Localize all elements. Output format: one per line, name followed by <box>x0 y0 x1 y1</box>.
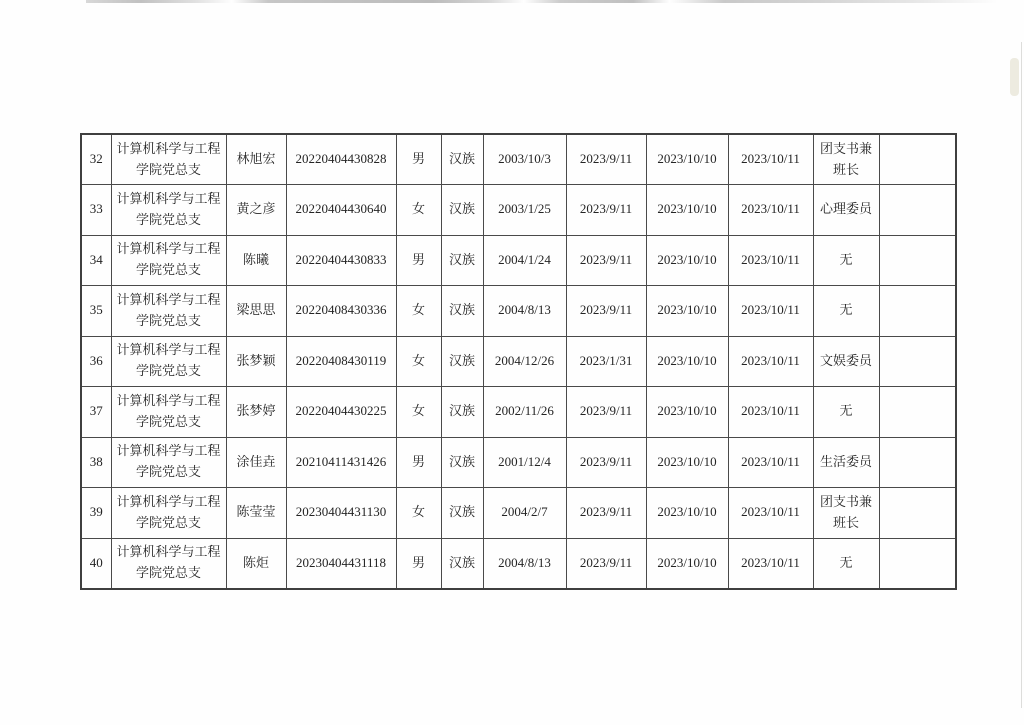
cell-name: 梁思思 <box>226 286 286 337</box>
cell-name: 陈莹莹 <box>226 488 286 539</box>
cell-birth_date: 2004/1/24 <box>483 235 566 286</box>
cell-name: 涂佳垚 <box>226 437 286 488</box>
cell-gender: 男 <box>396 235 441 286</box>
table-row <box>81 538 956 589</box>
cell-name: 张梦颖 <box>226 336 286 387</box>
cell-position: 心理委员 <box>813 185 879 236</box>
cell-student_id: 20220404430833 <box>286 235 396 286</box>
cell-name: 陈炬 <box>226 538 286 589</box>
cell-position: 无 <box>813 235 879 286</box>
cell-date_1: 2023/9/11 <box>566 286 646 337</box>
table-body <box>81 134 956 589</box>
cell-gender: 女 <box>396 488 441 539</box>
cell-name: 陈曦 <box>226 235 286 286</box>
cell-note <box>879 286 956 337</box>
cell-note <box>879 336 956 387</box>
cell-note <box>879 437 956 488</box>
cell-branch: 计算机科学与工程学院党总支 <box>111 286 226 337</box>
cell-student_id: 20220404430225 <box>286 387 396 438</box>
cell-date_2: 2023/10/10 <box>646 134 728 185</box>
cell-date_2: 2023/10/10 <box>646 185 728 236</box>
cell-ethnicity: 汉族 <box>441 286 483 337</box>
table-row <box>81 387 956 438</box>
cell-branch: 计算机科学与工程学院党总支 <box>111 437 226 488</box>
cell-date_3: 2023/10/11 <box>728 336 813 387</box>
cell-date_3: 2023/10/11 <box>728 185 813 236</box>
cell-note <box>879 387 956 438</box>
cell-branch: 计算机科学与工程学院党总支 <box>111 387 226 438</box>
cell-branch: 计算机科学与工程学院党总支 <box>111 488 226 539</box>
cell-birth_date: 2004/8/13 <box>483 286 566 337</box>
cell-index: 32 <box>81 134 111 185</box>
cell-gender: 女 <box>396 336 441 387</box>
table-row <box>81 134 956 185</box>
cell-date_2: 2023/10/10 <box>646 235 728 286</box>
cell-date_1: 2023/9/11 <box>566 488 646 539</box>
cell-note <box>879 185 956 236</box>
table-row <box>81 235 956 286</box>
cell-gender: 男 <box>396 437 441 488</box>
cell-gender: 男 <box>396 134 441 185</box>
cell-position: 无 <box>813 286 879 337</box>
cell-date_3: 2023/10/11 <box>728 538 813 589</box>
cell-date_2: 2023/10/10 <box>646 488 728 539</box>
cell-student_id: 20220404430828 <box>286 134 396 185</box>
cell-birth_date: 2004/8/13 <box>483 538 566 589</box>
cell-index: 36 <box>81 336 111 387</box>
cell-date_3: 2023/10/11 <box>728 437 813 488</box>
cell-branch: 计算机科学与工程学院党总支 <box>111 134 226 185</box>
cell-position: 团支书兼班长 <box>813 488 879 539</box>
cell-index: 39 <box>81 488 111 539</box>
cell-position: 团支书兼班长 <box>813 134 879 185</box>
cell-ethnicity: 汉族 <box>441 538 483 589</box>
cell-position: 无 <box>813 387 879 438</box>
cell-student_id: 20220404430640 <box>286 185 396 236</box>
cell-student_id: 20210411431426 <box>286 437 396 488</box>
cell-position: 无 <box>813 538 879 589</box>
cell-date_1: 2023/9/11 <box>566 134 646 185</box>
cell-gender: 女 <box>396 387 441 438</box>
cell-index: 40 <box>81 538 111 589</box>
cell-ethnicity: 汉族 <box>441 134 483 185</box>
cell-index: 38 <box>81 437 111 488</box>
cell-note <box>879 488 956 539</box>
cell-birth_date: 2004/12/26 <box>483 336 566 387</box>
cell-position: 生活委员 <box>813 437 879 488</box>
cell-date_2: 2023/10/10 <box>646 336 728 387</box>
cell-student_id: 20220408430336 <box>286 286 396 337</box>
cell-index: 33 <box>81 185 111 236</box>
cell-student_id: 20220408430119 <box>286 336 396 387</box>
cell-branch: 计算机科学与工程学院党总支 <box>111 235 226 286</box>
cell-ethnicity: 汉族 <box>441 235 483 286</box>
table-row <box>81 185 956 236</box>
cell-ethnicity: 汉族 <box>441 437 483 488</box>
cell-birth_date: 2003/1/25 <box>483 185 566 236</box>
cell-date_3: 2023/10/11 <box>728 235 813 286</box>
cell-student_id: 20230404431130 <box>286 488 396 539</box>
cell-gender: 男 <box>396 538 441 589</box>
cell-ethnicity: 汉族 <box>441 488 483 539</box>
cell-branch: 计算机科学与工程学院党总支 <box>111 538 226 589</box>
cell-index: 37 <box>81 387 111 438</box>
scan-artifact-top-edge <box>86 0 998 3</box>
cell-index: 34 <box>81 235 111 286</box>
cell-birth_date: 2004/2/7 <box>483 488 566 539</box>
cell-note <box>879 134 956 185</box>
cell-date_3: 2023/10/11 <box>728 488 813 539</box>
cell-note <box>879 235 956 286</box>
cell-ethnicity: 汉族 <box>441 336 483 387</box>
cell-branch: 计算机科学与工程学院党总支 <box>111 185 226 236</box>
member-roster-table <box>80 133 957 590</box>
cell-date_3: 2023/10/11 <box>728 134 813 185</box>
cell-date_1: 2023/9/11 <box>566 185 646 236</box>
cell-date_2: 2023/10/10 <box>646 387 728 438</box>
scan-artifact-smudge <box>1010 58 1019 96</box>
cell-date_1: 2023/9/11 <box>566 235 646 286</box>
table-row <box>81 286 956 337</box>
cell-date_1: 2023/9/11 <box>566 538 646 589</box>
cell-date_1: 2023/9/11 <box>566 387 646 438</box>
cell-name: 林旭宏 <box>226 134 286 185</box>
cell-note <box>879 538 956 589</box>
cell-index: 35 <box>81 286 111 337</box>
cell-ethnicity: 汉族 <box>441 185 483 236</box>
scan-artifact-right-edge <box>1021 42 1022 708</box>
cell-ethnicity: 汉族 <box>441 387 483 438</box>
cell-date_2: 2023/10/10 <box>646 437 728 488</box>
cell-birth_date: 2003/10/3 <box>483 134 566 185</box>
table-row <box>81 336 956 387</box>
cell-date_3: 2023/10/11 <box>728 387 813 438</box>
cell-student_id: 20230404431118 <box>286 538 396 589</box>
table-row <box>81 488 956 539</box>
cell-date_2: 2023/10/10 <box>646 538 728 589</box>
cell-name: 黄之彦 <box>226 185 286 236</box>
cell-branch: 计算机科学与工程学院党总支 <box>111 336 226 387</box>
table-row <box>81 437 956 488</box>
cell-gender: 女 <box>396 286 441 337</box>
cell-gender: 女 <box>396 185 441 236</box>
cell-name: 张梦婷 <box>226 387 286 438</box>
cell-birth_date: 2001/12/4 <box>483 437 566 488</box>
cell-date_3: 2023/10/11 <box>728 286 813 337</box>
cell-date_2: 2023/10/10 <box>646 286 728 337</box>
cell-date_1: 2023/9/11 <box>566 437 646 488</box>
cell-position: 文娱委员 <box>813 336 879 387</box>
cell-date_1: 2023/1/31 <box>566 336 646 387</box>
cell-birth_date: 2002/11/26 <box>483 387 566 438</box>
